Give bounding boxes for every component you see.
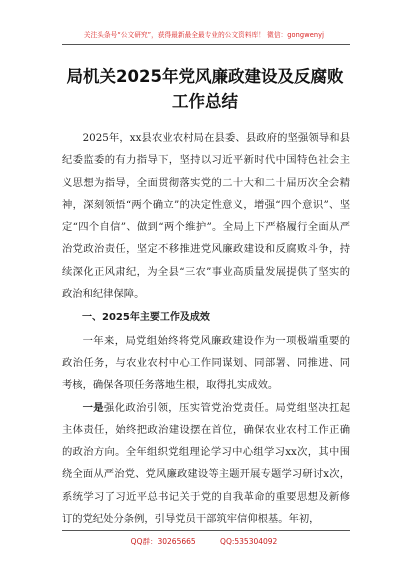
document-title: 局机关2025年党风廉政建设及反腐败工作总结 bbox=[66, 67, 344, 111]
section-heading: 一、2025年主要工作及成效 bbox=[82, 312, 210, 324]
contact-footer bbox=[0, 536, 408, 547]
intro-paragraph: 2025年，xx县农业农村局在县委、县政府的坚强领导和县纪委监委的有力指导下，坚持以习近平新时代中国特色社会主义思想为指导，全面贯彻落实党的二十大和二十届历次全会精神，深刻领悟“两个确立”的决定性意义，增强“四个意识”、坚定“四个自信”、做到“两个维护”。全局上下严格履行全面从严治党政治责任，坚定不移推进党风廉政建设和反腐败斗争，持续深化正风肃纪，为全县“三农”事业高质量发展提供了坚实的政治和纪律保障。 bbox=[62, 132, 350, 301]
qq-group-text: QQ群：30265665 bbox=[130, 537, 196, 546]
qq-contact-text: QQ:535304092 bbox=[220, 537, 278, 546]
header-divider bbox=[62, 44, 350, 45]
item-text: 强化政治引领，压实管党治党责任。局党组坚决扛起主体责任，始终把政治建设摆在首位，确保农业农村工作正确的政治方向。全年组织党组理论学习中心组学习xx次，其中围绕全面从严治党、党风廉政建设等主题开展专题学习研讨x次，系统学习了习近平总书记关于党的自我革命的重要思想及新修订的党纪处分条例，引导党员干部筑牢信仰根基。年初， bbox=[62, 401, 351, 526]
promo-banner: 关注头条号“公文研究”，获得最新最全最专业的公文资料库！ 微信：gongwenyj bbox=[83, 31, 325, 39]
document-body bbox=[62, 127, 350, 530]
item-lead: 一是 bbox=[82, 401, 105, 414]
item-paragraph bbox=[62, 397, 350, 531]
footer-divider bbox=[62, 530, 350, 531]
section-paragraph: 一年来，局党组始终将党风廉政建设作为一项极端重要的政治任务，与农业农村中心工作同谋划、同部署、同推进、同考核，确保各项任务落地生根，取得扎实成效。 bbox=[62, 334, 350, 392]
